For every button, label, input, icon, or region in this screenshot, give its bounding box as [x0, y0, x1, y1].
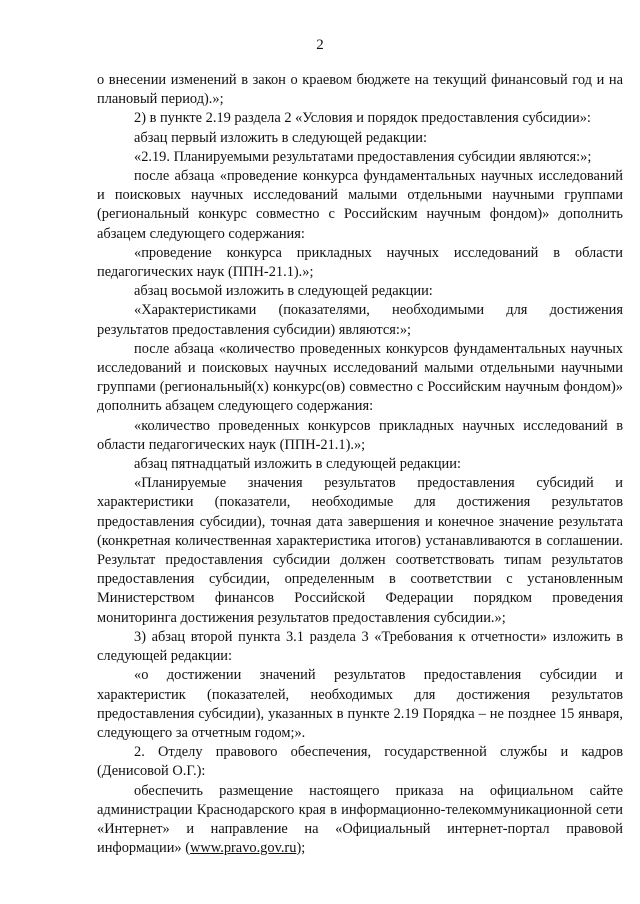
- paragraph-tail: );: [296, 840, 306, 857]
- paragraph: 3) абзац второй пункта 3.1 раздела 3 «Требования к отчетности» изложить в следующей редакции:: [97, 628, 623, 665]
- paragraph-with-link: [97, 782, 623, 859]
- paragraph: «2.19. Планируемыми результатами предоставления субсидии являются:»;: [134, 148, 592, 165]
- paragraph: 2. Отделу правового обеспечения, государственной службы и кадров (Денисовой О.Г.):: [97, 744, 623, 780]
- paragraph: «проведение конкурса прикладных научных исследований в области педагогических наук (ППН-21.1).»;: [97, 244, 623, 281]
- paragraph: абзац восьмой изложить в следующей редакции:: [134, 283, 433, 300]
- paragraph: абзац пятнадцатый изложить в следующей редакции:: [134, 456, 461, 473]
- paragraph-text: обеспечить размещение настоящего приказа на официальном сайте администрации Краснодарского края в информационно-телекоммуникационной сети «Интернет» и направление на «Официальный интернет-портал правовой информации» (: [97, 782, 623, 857]
- page-number: 2: [316, 37, 324, 53]
- paragraph: после абзаца «проведение конкурса фундаментальных научных исследований и поисковых научных исследований малыми отдельными научными группами (региональный конкурс совместно с Российским научным фондом)» дополнить абзацем следующего содержания:: [97, 168, 623, 242]
- paragraph: после абзаца «количество проведенных конкурсов фундаментальных научных исследований и поисковых научных исследований малыми отдельными научными группами (региональный(х) конкурс(ов) совместно с Российским научным фондом)» дополнить абзацем следующего содержания:: [97, 340, 623, 415]
- paragraph: «Характеристиками (показателями, необходимыми для достижения результатов предоставления субсидии) являются:»;: [97, 302, 623, 338]
- document-body: [97, 71, 623, 858]
- paragraph: абзац первый изложить в следующей редакции:: [134, 129, 428, 146]
- pravo-gov-link[interactable]: www.pravo.gov.ru: [189, 840, 297, 857]
- paragraph: «количество проведенных конкурсов прикладных научных исследований в области педагогических наук (ППН-21.1).»;: [97, 417, 623, 453]
- paragraph: о внесении изменений в закон о краевом бюджете на текущий финансовый год и на плановый период).»;: [97, 72, 623, 108]
- paragraph: «о достижении значений результатов предоставления субсидии и характеристик (показателей, необходимых для достижения результатов предоставления субсидии), указанных в пункте 2.19 Порядка – не позднее 15 января, следующего за отчетным годом;».: [97, 667, 623, 741]
- paragraph: «Планируемые значения результатов предоставления субсидий и характеристики (показатели, необходимые для достижения результатов предоставления субсидии), точная дата завершения и конечное значение результата (конкретная количественная характеристика итогов) устанавливаются в соглашении. Результат предоставления субсидии должен соответствовать типам результатов предоставления субсидии, определенным в соответствии с установленным Министерством финансов Российской Федерации порядком проведения мониторинга достижения результатов предоставления субсидии.»;: [97, 475, 623, 626]
- paragraph: 2) в пункте 2.19 раздела 2 «Условия и порядок предоставления субсидии»:: [134, 110, 591, 127]
